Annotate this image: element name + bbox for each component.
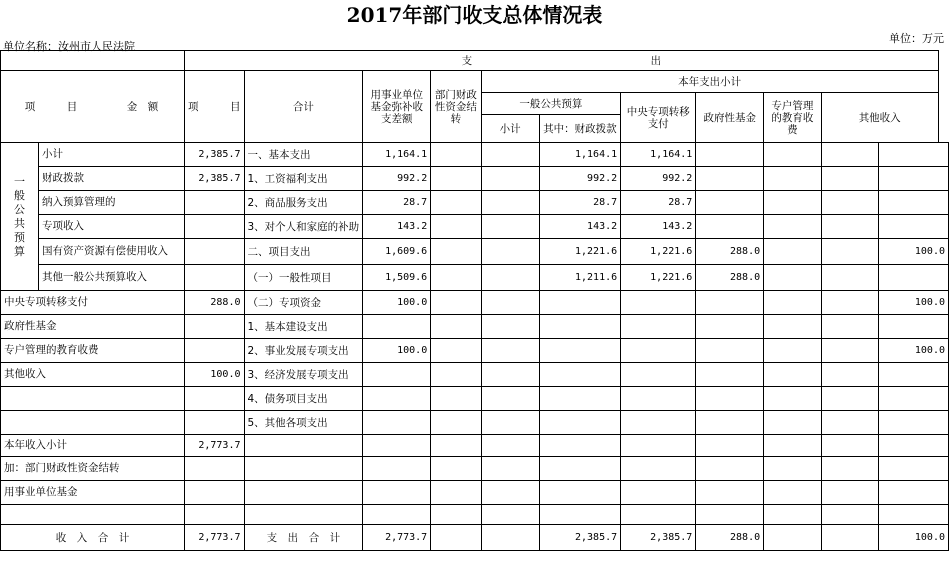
fiscal-allocation	[621, 411, 696, 435]
fiscal-allocation-total: 2,385.7	[621, 525, 696, 551]
central-transfer	[696, 435, 764, 457]
fiscal-allocation	[621, 435, 696, 457]
gov-fund-cell	[764, 387, 821, 411]
public-inst-fund-cell	[431, 265, 481, 291]
central-transfer	[696, 315, 764, 339]
fiscal-carryover-cell	[481, 457, 539, 481]
income-amount-value: 2,385.7	[185, 167, 245, 191]
income-amount-value	[185, 215, 245, 239]
fiscal-carryover-header: 部门财政性资金结转	[431, 71, 481, 143]
expenditure-item	[244, 435, 363, 457]
other-income-header: 其他收入	[821, 93, 938, 143]
edu-fee-cell	[821, 315, 879, 339]
public-inst-fund-cell	[431, 215, 481, 239]
other-income	[879, 435, 949, 457]
fiscal-carryover-cell	[481, 435, 539, 457]
gov-fund-total	[764, 525, 821, 551]
income-amount-header: 金 额	[126, 101, 159, 113]
general-budget-subtotal: 992.2	[539, 167, 621, 191]
edu-fee-cell	[821, 265, 879, 291]
fiscal-carryover-cell	[481, 167, 539, 191]
fiscal-carryover-cell	[481, 191, 539, 215]
fiscal-allocation	[621, 387, 696, 411]
income-item: 政府性基金	[1, 315, 185, 339]
table-row	[1, 435, 949, 457]
expenditure-total-label: 支 出 合 计	[244, 525, 363, 551]
other-income	[879, 191, 949, 215]
fiscal-carryover-cell	[481, 411, 539, 435]
expenditure-item	[244, 457, 363, 481]
gov-fund-cell	[764, 339, 821, 363]
other-income	[879, 411, 949, 435]
other-income	[879, 315, 949, 339]
general-budget-subtotal	[539, 315, 621, 339]
table-row	[1, 481, 949, 505]
expenditure-grand-total: 2,773.7	[363, 525, 431, 551]
unit-name: 单位名称：汝州市人民法院	[3, 40, 135, 53]
table-row	[1, 457, 949, 481]
expenditure-item	[244, 481, 363, 505]
other-income-total: 100.0	[879, 525, 949, 551]
expenditure-total: 100.0	[363, 291, 431, 315]
fiscal-allocation	[621, 481, 696, 505]
general-budget-subtotal	[539, 457, 621, 481]
central-transfer-total: 288.0	[696, 525, 764, 551]
income-amount-value: 288.0	[185, 291, 245, 315]
expenditure-total	[363, 457, 431, 481]
fiscal-carryover-cell	[481, 505, 539, 525]
other-income	[879, 481, 949, 505]
expenditure-total	[363, 387, 431, 411]
gov-fund-cell	[764, 363, 821, 387]
fiscal-allocation: 28.7	[621, 191, 696, 215]
income-amount-value	[185, 505, 245, 525]
other-income	[879, 387, 949, 411]
gov-fund-cell	[764, 291, 821, 315]
edu-fee-cell	[821, 191, 879, 215]
general-budget-subtotal: 143.2	[539, 215, 621, 239]
fiscal-carryover-cell	[481, 143, 539, 167]
edu-fee-cell	[821, 481, 879, 505]
central-transfer	[696, 215, 764, 239]
table-row	[1, 363, 949, 387]
gov-fund-cell	[764, 435, 821, 457]
central-transfer	[696, 291, 764, 315]
edu-fee-cell	[821, 143, 879, 167]
edu-fee-cell	[821, 411, 879, 435]
general-budget-side-text: 一般公共预算	[13, 174, 25, 258]
public-inst-fund-cell	[431, 363, 481, 387]
income-header-mark	[1, 51, 185, 71]
table-row	[1, 191, 949, 215]
expenditure-item: 1、基本建设支出	[244, 315, 363, 339]
income-amount-value: 2,773.7	[185, 435, 245, 457]
public-inst-fund-cell	[431, 167, 481, 191]
central-transfer	[696, 143, 764, 167]
exp-total-header: 合计	[244, 71, 363, 143]
income-amount-value	[185, 239, 245, 265]
general-budget-subtotal	[539, 435, 621, 457]
income-amount-value	[185, 339, 245, 363]
fiscal-carryover-cell	[481, 315, 539, 339]
expenditure-header: 支 出	[185, 51, 939, 71]
central-transfer	[696, 167, 764, 191]
central-transfer	[696, 339, 764, 363]
gov-fund-cell	[764, 505, 821, 525]
general-budget-subtotal	[539, 411, 621, 435]
public-inst-fund-cell	[431, 435, 481, 457]
income-item	[1, 411, 185, 435]
income-amount-value	[185, 315, 245, 339]
edu-fee-total	[821, 525, 879, 551]
table-row	[1, 505, 949, 525]
edu-fee-cell	[821, 339, 879, 363]
gov-fund-cell	[764, 265, 821, 291]
expenditure-item: 1、工资福利支出	[244, 167, 363, 191]
gov-fund-cell	[764, 215, 821, 239]
table-row	[1, 339, 949, 363]
income-item: 本年收入小计	[1, 435, 185, 457]
expenditure-total: 1,164.1	[363, 143, 431, 167]
income-item: 财政拨款	[38, 167, 184, 191]
expenditure-total: 1,509.6	[363, 265, 431, 291]
income-amount-value: 100.0	[185, 363, 245, 387]
expenditure-item: 2、事业发展专项支出	[244, 339, 363, 363]
income-item: 加：部门财政性资金结转	[1, 457, 185, 481]
fiscal-carryover-cell	[481, 481, 539, 505]
income-amount-value	[185, 411, 245, 435]
table-row	[1, 387, 949, 411]
public-inst-fund-cell	[431, 339, 481, 363]
fiscal-carryover-cell	[481, 291, 539, 315]
central-transfer: 288.0	[696, 265, 764, 291]
expenditure-total: 992.2	[363, 167, 431, 191]
table-row	[1, 315, 949, 339]
general-budget-subtotal: 28.7	[539, 191, 621, 215]
expenditure-item: 5、其他各项支出	[244, 411, 363, 435]
other-income	[879, 457, 949, 481]
income-item: 专户管理的教育收费	[1, 339, 185, 363]
expenditure-total: 100.0	[363, 339, 431, 363]
public-inst-fund-cell	[431, 387, 481, 411]
central-transfer: 288.0	[696, 239, 764, 265]
central-transfer	[696, 191, 764, 215]
expenditure-total: 28.7	[363, 191, 431, 215]
expenditure-item: 3、对个人和家庭的补助	[244, 215, 363, 239]
exp-item-header: 项 目	[185, 71, 245, 143]
expenditure-total	[363, 505, 431, 525]
other-income: 100.0	[879, 339, 949, 363]
public-inst-fund-total	[431, 525, 481, 551]
fiscal-allocation	[621, 291, 696, 315]
edu-fee-cell	[821, 239, 879, 265]
table-row	[1, 143, 949, 167]
expenditure-total: 143.2	[363, 215, 431, 239]
expenditure-item: 二、项目支出	[244, 239, 363, 265]
other-income: 100.0	[879, 291, 949, 315]
expenditure-item: 2、商品服务支出	[244, 191, 363, 215]
fiscal-allocation: 1,164.1	[621, 143, 696, 167]
expenditure-item: 3、经济发展专项支出	[244, 363, 363, 387]
public-inst-fund-cell	[431, 457, 481, 481]
edu-fee-cell	[821, 291, 879, 315]
fiscal-allocation: 1,221.6	[621, 239, 696, 265]
unit-label: 单位：万元	[889, 32, 944, 45]
income-amount-value: 2,385.7	[185, 143, 245, 167]
income-item: 小计	[38, 143, 184, 167]
central-transfer	[696, 411, 764, 435]
income-item: 国有资产资源有偿使用收入	[38, 239, 184, 265]
income-item: 中央专项转移支付	[1, 291, 185, 315]
public-inst-fund-cell	[431, 143, 481, 167]
expenditure-item: （一）一般性项目	[244, 265, 363, 291]
expenditure-item	[244, 505, 363, 525]
gov-fund-cell	[764, 143, 821, 167]
income-item: 专项收入	[38, 215, 184, 239]
gov-fund-cell	[764, 457, 821, 481]
table-row	[1, 291, 949, 315]
gov-fund-cell	[764, 481, 821, 505]
other-income	[879, 167, 949, 191]
expenditure-total	[363, 315, 431, 339]
general-budget-subtotal: 1,221.6	[539, 239, 621, 265]
gov-fund-header: 政府性基金	[696, 93, 764, 143]
fiscal-carryover-cell	[481, 265, 539, 291]
income-item: 用事业单位基金	[1, 481, 185, 505]
table-row	[1, 411, 949, 435]
central-transfer	[696, 363, 764, 387]
general-budget-subtotal	[539, 291, 621, 315]
income-item: 纳入预算管理的	[38, 191, 184, 215]
fiscal-carryover-cell	[481, 339, 539, 363]
central-transfer	[696, 457, 764, 481]
general-budget-subtotal	[539, 363, 621, 387]
central-transfer	[696, 481, 764, 505]
fiscal-allocation	[621, 457, 696, 481]
fiscal-allocation	[621, 339, 696, 363]
expenditure-item: 一、基本支出	[244, 143, 363, 167]
income-item	[1, 505, 185, 525]
general-budget-subtotal	[539, 505, 621, 525]
public-inst-fund-cell	[431, 191, 481, 215]
gov-fund-cell	[764, 191, 821, 215]
header-row-1	[1, 51, 949, 71]
income-item-header: 项 目	[24, 101, 78, 113]
income-amount-value	[185, 481, 245, 505]
gov-fund-cell	[764, 315, 821, 339]
gov-fund-cell	[764, 411, 821, 435]
income-total-label: 收 入 合 计	[1, 525, 185, 551]
gov-fund-cell	[764, 239, 821, 265]
fiscal-carryover-cell	[481, 387, 539, 411]
expenditure-item: 4、债务项目支出	[244, 387, 363, 411]
income-item: 其他一般公共预算收入	[38, 265, 184, 291]
central-transfer-header: 中央专项转移支付	[621, 93, 696, 143]
income-amount-value	[185, 387, 245, 411]
expenditure-total	[363, 363, 431, 387]
general-budget-subtotal	[539, 481, 621, 505]
general-budget-side-label	[1, 143, 39, 291]
table-row	[1, 265, 949, 291]
budget-table	[0, 50, 949, 551]
fiscal-carryover-cell	[481, 239, 539, 265]
expenditure-total: 1,609.6	[363, 239, 431, 265]
other-income	[879, 363, 949, 387]
other-income	[879, 265, 949, 291]
general-budget-subtotal: 1,164.1	[539, 143, 621, 167]
of-which-fiscal-header: 其中：财政拨款	[539, 115, 621, 143]
general-budget-subtotal-total: 2,385.7	[539, 525, 621, 551]
edu-fee-cell	[821, 387, 879, 411]
year-subtotal-header: 本年支出小计	[481, 71, 938, 93]
other-income: 100.0	[879, 239, 949, 265]
expenditure-total	[363, 435, 431, 457]
edu-fee-cell	[821, 457, 879, 481]
general-budget-subtotal	[539, 387, 621, 411]
edu-fee-cell	[821, 505, 879, 525]
expenditure-total	[363, 481, 431, 505]
table-row	[1, 215, 949, 239]
income-amount-value	[185, 191, 245, 215]
expenditure-total	[363, 411, 431, 435]
edu-fee-cell	[821, 435, 879, 457]
income-amount-value	[185, 457, 245, 481]
public-inst-fund-cell	[431, 291, 481, 315]
income-item: 其他收入	[1, 363, 185, 387]
fiscal-carryover-cell	[481, 363, 539, 387]
fiscal-allocation: 992.2	[621, 167, 696, 191]
expenditure-item: （二）专项资金	[244, 291, 363, 315]
income-total-amount: 2,773.7	[185, 525, 245, 551]
income-amount-value	[185, 265, 245, 291]
other-income	[879, 143, 949, 167]
fiscal-carryover-cell	[481, 215, 539, 239]
income-item	[1, 387, 185, 411]
totals-row	[1, 525, 949, 551]
gov-fund-cell	[764, 167, 821, 191]
public-inst-fund-cell	[431, 411, 481, 435]
general-budget-subtotal	[539, 339, 621, 363]
table-row	[1, 239, 949, 265]
edu-fee-cell	[821, 167, 879, 191]
central-transfer	[696, 505, 764, 525]
edu-fee-cell	[821, 363, 879, 387]
edu-fee-cell	[821, 215, 879, 239]
public-inst-fund-cell	[431, 315, 481, 339]
fiscal-allocation	[621, 505, 696, 525]
fiscal-allocation: 1,221.6	[621, 265, 696, 291]
fiscal-carryover-total	[481, 525, 539, 551]
public-inst-fund-cell	[431, 481, 481, 505]
central-transfer	[696, 387, 764, 411]
table-row	[1, 167, 949, 191]
fiscal-allocation	[621, 315, 696, 339]
public-inst-fund-header: 用事业单位基金弥补收支差额	[363, 71, 431, 143]
fiscal-allocation	[621, 363, 696, 387]
other-income	[879, 215, 949, 239]
header-row-2	[1, 71, 949, 93]
report-title: 2017年部门收支总体情况表	[346, 3, 603, 27]
edu-fee-header: 专户管理的教育收费	[764, 93, 821, 143]
other-income	[879, 505, 949, 525]
subtotal-header: 小计	[481, 115, 539, 143]
public-inst-fund-cell	[431, 505, 481, 525]
fiscal-allocation: 143.2	[621, 215, 696, 239]
general-budget-header: 一般公共预算	[481, 93, 621, 115]
general-budget-subtotal: 1,211.6	[539, 265, 621, 291]
public-inst-fund-cell	[431, 239, 481, 265]
